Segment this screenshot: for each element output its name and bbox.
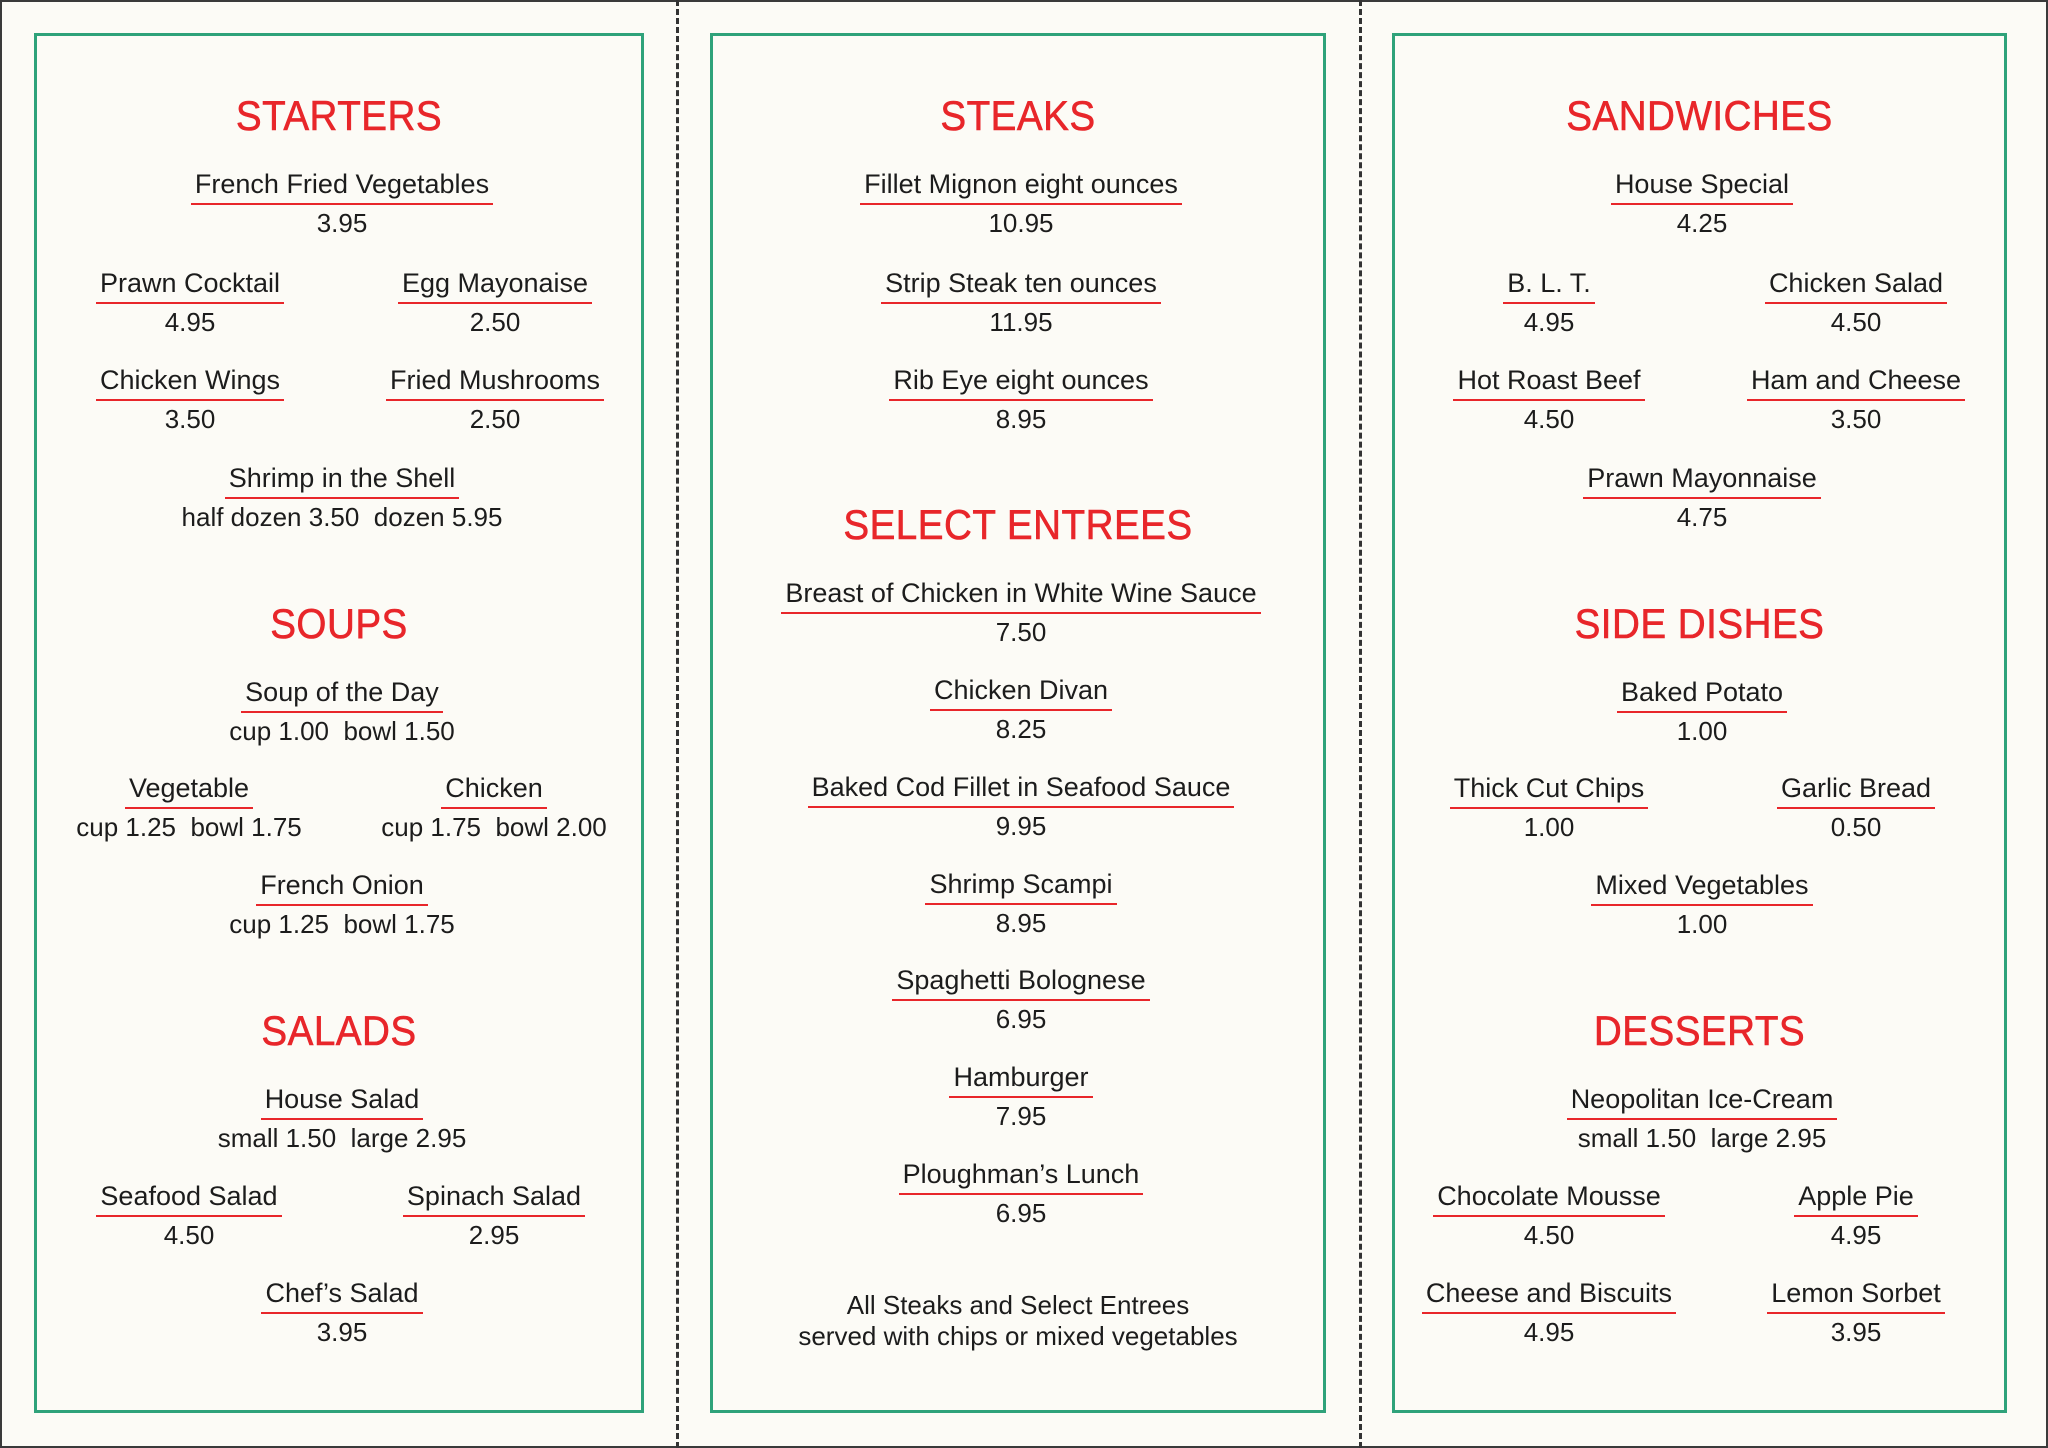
- item-name: B. L. T.: [1503, 266, 1595, 304]
- item-price: small 1.50 large 2.95: [217, 1123, 467, 1153]
- item-price: 3.50: [1830, 404, 1882, 434]
- item-price: half dozen 3.50 dozen 5.95: [181, 502, 503, 532]
- item-name: Fried Mushrooms: [386, 363, 604, 401]
- item-name: Baked Potato: [1617, 675, 1787, 713]
- item-name: Thick Cut Chips: [1450, 771, 1649, 809]
- menu-item: [741, 266, 1301, 340]
- item-price: 7.95: [995, 1101, 1047, 1131]
- menu-item: [741, 576, 1301, 650]
- item-price: cup 1.25 bowl 1.75: [229, 909, 455, 939]
- menu-item: [62, 461, 622, 535]
- menu-item: [1389, 1276, 1709, 1350]
- item-name: Garlic Bread: [1777, 771, 1935, 809]
- item-name: Prawn Cocktail: [96, 266, 284, 304]
- item-name: Breast of Chicken in White Wine Sauce: [781, 576, 1260, 614]
- item-name: Seafood Salad: [96, 1179, 281, 1217]
- item-name: Neopolitan Ice-Cream: [1567, 1082, 1838, 1120]
- menu-item: [1389, 1179, 1709, 1253]
- section-title-salads: SALADS: [261, 1007, 417, 1054]
- menu-item: [1389, 266, 1709, 340]
- item-name: Ploughman’s Lunch: [899, 1157, 1144, 1195]
- item-name: French Onion: [256, 868, 428, 906]
- item-price: 9.95: [995, 811, 1047, 841]
- menu-item: [182, 167, 502, 241]
- menu-item: [1696, 266, 2016, 340]
- menu-item: [29, 771, 349, 845]
- item-name: Chicken Divan: [930, 673, 1112, 711]
- section-title-soups: SOUPS: [270, 600, 408, 647]
- item-price: 4.95: [1523, 1317, 1575, 1347]
- item-name: Rib Eye eight ounces: [889, 363, 1152, 401]
- menu-item: [182, 868, 502, 942]
- item-name: Prawn Mayonnaise: [1583, 461, 1821, 499]
- menu-item: [1542, 675, 1862, 749]
- item-price: 2.50: [469, 307, 521, 337]
- item-price: 3.95: [316, 1317, 368, 1347]
- fold-line-left: [676, 0, 679, 1448]
- fold-line-right: [1359, 0, 1362, 1448]
- section-title-select-entrees: SELECT ENTREES: [843, 501, 1193, 548]
- item-price: cup 1.75 bowl 2.00: [381, 812, 607, 842]
- menu-item: [1389, 771, 1709, 845]
- item-price: 1.00: [1676, 909, 1728, 939]
- item-name: Hamburger: [949, 1060, 1092, 1098]
- item-price: 3.95: [1830, 1317, 1882, 1347]
- menu-item: [182, 1276, 502, 1350]
- item-price: 11.95: [989, 307, 1053, 337]
- item-name: Fillet Mignon eight ounces: [860, 167, 1182, 205]
- item-price: 7.50: [995, 617, 1047, 647]
- menu-item: [1696, 1276, 2016, 1350]
- item-price: 3.50: [164, 404, 216, 434]
- item-price: 10.95: [988, 208, 1054, 238]
- item-price: 1.00: [1523, 812, 1575, 842]
- item-name: Hot Roast Beef: [1453, 363, 1644, 401]
- menu-item: [741, 363, 1301, 437]
- item-name: Chicken Salad: [1765, 266, 1947, 304]
- item-name: Spaghetti Bolognese: [892, 963, 1149, 1001]
- item-price: 0.50: [1830, 812, 1882, 842]
- item-price: 4.50: [1523, 1220, 1575, 1250]
- item-price: 2.95: [468, 1220, 520, 1250]
- item-price: 2.50: [469, 404, 521, 434]
- serving-note-line-2: served with chips or mixed vegetables: [798, 1321, 1238, 1351]
- menu-item: [1542, 1082, 1862, 1156]
- item-name: Chicken: [441, 771, 547, 809]
- item-name: Spinach Salad: [403, 1179, 585, 1217]
- item-name: Egg Mayonaise: [398, 266, 592, 304]
- menu-item: [30, 363, 350, 437]
- item-name: Shrimp in the Shell: [225, 461, 460, 499]
- item-price: 4.25: [1676, 208, 1728, 238]
- item-price: 4.50: [1830, 307, 1882, 337]
- item-name: Strip Steak ten ounces: [881, 266, 1161, 304]
- menu-panel-right: [1392, 33, 2007, 1413]
- item-name: Chicken Wings: [96, 363, 284, 401]
- menu-item: [741, 673, 1301, 747]
- section-title-starters: STARTERS: [235, 92, 443, 139]
- serving-note-line-1: All Steaks and Select Entrees: [846, 1290, 1190, 1320]
- menu-item: [1389, 363, 1709, 437]
- menu-item: [182, 1082, 502, 1156]
- section-title-sandwiches: SANDWICHES: [1566, 92, 1833, 139]
- section-title-steaks: STEAKS: [940, 92, 1096, 139]
- item-name: Cheese and Biscuits: [1422, 1276, 1676, 1314]
- item-price: 8.25: [995, 714, 1047, 744]
- item-price: 4.95: [164, 307, 216, 337]
- item-price: 3.95: [316, 208, 368, 238]
- menu-item: [335, 266, 655, 340]
- menu-item: [741, 167, 1301, 241]
- menu-item: [741, 1060, 1301, 1134]
- menu-item: [30, 266, 350, 340]
- item-name: Shrimp Scampi: [925, 867, 1116, 905]
- item-price: 6.95: [995, 1198, 1047, 1228]
- item-name: House Special: [1611, 167, 1793, 205]
- item-price: 8.95: [995, 908, 1047, 938]
- item-name: Apple Pie: [1794, 1179, 1918, 1217]
- item-name: Chef’s Salad: [261, 1276, 422, 1314]
- item-name: French Fried Vegetables: [191, 167, 493, 205]
- item-name: Mixed Vegetables: [1591, 868, 1812, 906]
- menu-item: [741, 770, 1301, 844]
- item-name: Baked Cod Fillet in Seafood Sauce: [808, 770, 1235, 808]
- item-price: cup 1.25 bowl 1.75: [76, 812, 302, 842]
- item-name: Lemon Sorbet: [1767, 1276, 1945, 1314]
- menu-item: [29, 1179, 349, 1253]
- menu-item: [741, 963, 1301, 1037]
- menu-item: [741, 1157, 1301, 1231]
- menu-item: [741, 867, 1301, 941]
- menu-panel-left: [34, 33, 644, 1413]
- item-price: 4.95: [1830, 1220, 1882, 1250]
- item-name: Ham and Cheese: [1747, 363, 1965, 401]
- item-price: 4.75: [1676, 502, 1728, 532]
- item-name: Soup of the Day: [241, 675, 443, 713]
- menu-item: [182, 675, 502, 749]
- item-price: 4.50: [1523, 404, 1575, 434]
- menu-item: [1696, 771, 2016, 845]
- item-price: 4.95: [1523, 307, 1575, 337]
- item-name: Chocolate Mousse: [1433, 1179, 1665, 1217]
- item-price: 6.95: [995, 1004, 1047, 1034]
- menu-item: [1542, 167, 1862, 241]
- menu-item: [335, 363, 655, 437]
- menu-item: [1542, 868, 1862, 942]
- menu-item: [1542, 461, 1862, 535]
- section-title-side-dishes: SIDE DISHES: [1574, 600, 1825, 647]
- item-price: cup 1.00 bowl 1.50: [229, 716, 455, 746]
- section-title-desserts: DESSERTS: [1593, 1007, 1806, 1054]
- menu-item: [334, 771, 654, 845]
- item-price: 4.50: [163, 1220, 215, 1250]
- item-name: House Salad: [261, 1082, 424, 1120]
- item-price: 1.00: [1676, 716, 1728, 746]
- item-price: small 1.50 large 2.95: [1577, 1123, 1827, 1153]
- item-price: 8.95: [995, 404, 1047, 434]
- menu-item: [1696, 1179, 2016, 1253]
- menu-item: [334, 1179, 654, 1253]
- menu-panel-center: [710, 33, 1326, 1413]
- item-name: Vegetable: [125, 771, 253, 809]
- menu-item: [1696, 363, 2016, 437]
